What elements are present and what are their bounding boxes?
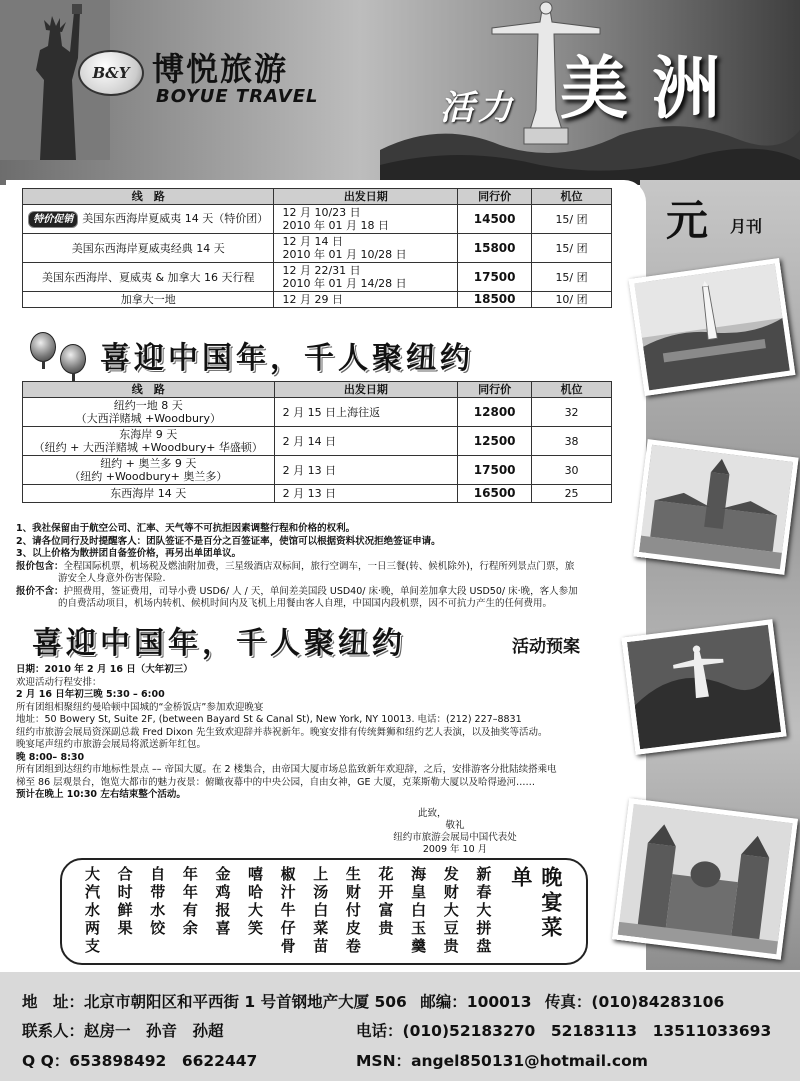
phone-line bbox=[356, 1019, 771, 1041]
menu-title: 晚宴菜单 bbox=[508, 866, 563, 941]
slogan-small: 活力 bbox=[440, 88, 516, 128]
special-offer-badge: 特价促销 bbox=[28, 211, 78, 228]
routes-table-newyear bbox=[22, 381, 612, 503]
qq-value: 653898492 6622447 bbox=[69, 1052, 258, 1070]
column-header: 线 路 bbox=[23, 382, 275, 398]
photo-parliament-ottawa bbox=[633, 439, 798, 575]
brand-name-en: BOYUE TRAVEL bbox=[156, 86, 319, 107]
parliament-building-icon bbox=[639, 445, 793, 570]
date-cell: 12 月 29 日 bbox=[274, 292, 458, 308]
slogan-big: 美洲 bbox=[560, 49, 745, 129]
signoff-line: 此致， bbox=[418, 808, 447, 819]
menu-item: 海皇白玉羹 bbox=[409, 866, 428, 956]
route-cell bbox=[23, 398, 275, 427]
route-cell bbox=[23, 205, 274, 234]
route-cell: 美国东西海岸夏威夷经典 14 天 bbox=[23, 234, 274, 263]
excludes-text: 护照费用，签证费用，司导小费 USD6/ 人 / 天，单间差美国段 USD40/ 床·晚，单间差加拿大段 USD50/ 床·晚，客人参加 bbox=[63, 585, 578, 597]
price-cell: 17500 bbox=[458, 456, 532, 485]
note-line: 3、以上价格为散拼团自备签价格，再另出单团单议。 bbox=[16, 548, 242, 559]
address-value: 北京市朝阳区和平西街 1 号首钢地产大厦 506 bbox=[84, 993, 407, 1011]
seats-cell: 32 bbox=[532, 398, 612, 427]
includes-label: 报价包含： bbox=[16, 560, 64, 572]
promo-banner-title: 喜迎中国年，千人聚纽约 bbox=[100, 341, 474, 376]
signoff-date: 2009 年 10 月 bbox=[422, 844, 488, 855]
column-header: 线 路 bbox=[23, 189, 274, 205]
seats-cell: 15/ 团 bbox=[532, 205, 612, 234]
date-cell: 2 月 14 日 bbox=[274, 427, 458, 456]
phone-value: (010)52183270 52183113 13511033693 bbox=[402, 1022, 772, 1040]
menu-item: 上汤白菜苗 bbox=[311, 866, 330, 956]
column-header: 同行价 bbox=[458, 189, 532, 205]
date-cell: 2 月 13 日 bbox=[274, 456, 458, 485]
includes-text: 全程国际机票，机场税及燃油附加费，三星级酒店双标间，旅行空调车，一日三餐(转、候机除外)，行程所列景点门票，旅 bbox=[63, 560, 575, 572]
time-slot: 2 月 16 日年初三晚 5:30 – 6:00 bbox=[16, 689, 165, 700]
route-name: 纽约 + 奥兰多 9 天 bbox=[100, 457, 197, 470]
fax-value: (010)84283106 bbox=[591, 993, 725, 1011]
price-cell: 12500 bbox=[458, 427, 532, 456]
column-header: 机位 bbox=[532, 382, 612, 398]
zip-value: 100013 bbox=[466, 993, 532, 1011]
schedule-line: 梯至 86 层观景台，饱览大都市的魅力夜景：俯瞰夜幕中的中央公园，自由女神，GE 大厦，克莱斯勒大厦以及哈得逊河…… bbox=[16, 776, 536, 788]
schedule-intro: 欢迎活动行程安排： bbox=[16, 676, 102, 688]
route-cell: 东西海岸 14 天 bbox=[23, 485, 275, 503]
date-line: 12 月 22/31 日 bbox=[282, 264, 361, 277]
date-line: 12 月 14 日 bbox=[282, 235, 343, 248]
menu-item: 花开富贵 bbox=[376, 866, 395, 938]
cathedral-icon bbox=[618, 804, 793, 955]
date-cell: 2 月 15 日上海往返 bbox=[274, 398, 458, 427]
column-header: 出发日期 bbox=[274, 189, 458, 205]
brand-logo bbox=[78, 50, 144, 96]
lantern-icon bbox=[60, 344, 86, 374]
lantern-icon bbox=[30, 332, 56, 362]
date-line: 12 月 10/23 日 bbox=[282, 206, 361, 219]
issue-label: 月刊 bbox=[730, 217, 763, 236]
menu-item: 金鸡报喜 bbox=[213, 866, 232, 938]
route-cell bbox=[23, 456, 275, 485]
column-header: 出发日期 bbox=[274, 382, 458, 398]
qq-label: Q Q： bbox=[22, 1052, 70, 1070]
column-header: 机位 bbox=[532, 189, 612, 205]
date-cell bbox=[274, 263, 458, 292]
route-cell: 加拿大一地 bbox=[23, 292, 274, 308]
price-cell: 15800 bbox=[458, 234, 532, 263]
msn-label: MSN： bbox=[356, 1052, 412, 1070]
contact-names: 赵房一 孙音 孙超 bbox=[84, 1022, 224, 1040]
route-cell bbox=[23, 427, 275, 456]
table-row bbox=[23, 263, 612, 292]
event-date: 日期：2010 年 2 月 16 日（大年初三） bbox=[16, 664, 193, 675]
menu-item: 椒汁牛仔骨 bbox=[278, 866, 297, 956]
price-cell: 12800 bbox=[458, 398, 532, 427]
menu-item: 年年有余 bbox=[180, 866, 199, 938]
seats-cell: 38 bbox=[532, 427, 612, 456]
fax-label: 传真： bbox=[544, 993, 592, 1011]
schedule-line: 所有团组到达纽约市地标性景点 –– 帝国大厦。在 2 楼集合，由帝国大厦市场总监致新年欢迎辞，之后，安排游客分批陆续搭乘电 bbox=[16, 764, 557, 775]
address-label: 地 址： bbox=[22, 993, 85, 1011]
route-detail: （纽约 +Woodbury+ 奥兰多） bbox=[69, 470, 228, 483]
date-cell: 2 月 13 日 bbox=[274, 485, 458, 503]
terms-notes bbox=[16, 523, 638, 611]
time-slot: 晚 8:00– 8:30 bbox=[16, 751, 85, 763]
price-cell: 16500 bbox=[458, 485, 532, 503]
table-row bbox=[23, 398, 612, 427]
route-name: 纽约一地 8 天 bbox=[113, 399, 183, 412]
table-header-row bbox=[23, 189, 612, 205]
route-cell: 美国东西海岸、夏威夷 & 加拿大 16 天行程 bbox=[23, 263, 274, 292]
table-header-row bbox=[23, 382, 612, 398]
date-line: 2010 年 01 月 10/28 日 bbox=[282, 248, 407, 261]
menu-item: 发财大豆贵 bbox=[441, 866, 460, 956]
date-line: 2010 年 01 月 18 日 bbox=[282, 219, 389, 232]
banquet-menu bbox=[60, 858, 588, 965]
contact-persons bbox=[22, 1019, 224, 1041]
zip-label: 邮编： bbox=[420, 993, 467, 1011]
price-cell: 18500 bbox=[458, 292, 532, 308]
menu-item: 大汽水两支 bbox=[83, 866, 101, 956]
menu-item: 新春大拼盘 bbox=[474, 866, 493, 956]
msn-line bbox=[356, 1049, 648, 1071]
menu-item: 合时鲜果 bbox=[115, 866, 134, 938]
price-excludes bbox=[16, 586, 638, 599]
christ-statue-icon bbox=[627, 625, 781, 750]
seats-cell: 15/ 团 bbox=[532, 263, 612, 292]
schedule-line: 所有团组相聚纽约曼哈顿中国城的“金桥饭店”参加欢迎晚宴 bbox=[16, 701, 264, 713]
contact-label: 联系人： bbox=[22, 1022, 85, 1040]
table-row bbox=[23, 456, 612, 485]
menu-item: 自带水饺 bbox=[148, 866, 167, 938]
event-schedule bbox=[16, 664, 638, 802]
photo-washington-monument bbox=[629, 258, 796, 396]
menu-item: 嘻哈大笑 bbox=[246, 866, 265, 938]
seats-cell: 15/ 团 bbox=[532, 234, 612, 263]
menu-item: 生财付皮卷 bbox=[343, 866, 362, 956]
event-banner-suffix: 活动预案 bbox=[512, 637, 580, 657]
schedule-line: 晚宴尾声纽约市旅游会展局将派送新年红包。 bbox=[16, 739, 207, 750]
route-name: 美国东西海岸夏威夷 14 天（特价团） bbox=[82, 211, 269, 225]
date-cell bbox=[274, 234, 458, 263]
table-row bbox=[23, 205, 612, 234]
address-line bbox=[22, 990, 724, 1012]
price-cell: 14500 bbox=[458, 205, 532, 234]
seats-cell: 25 bbox=[532, 485, 612, 503]
header-banner bbox=[0, 0, 800, 185]
note-line: 1、我社保留由于航空公司、汇率、天气等不可抗拒因素调整行程和价格的权利。 bbox=[16, 523, 356, 534]
photo-christ-redeemer bbox=[621, 619, 786, 755]
signoff-organization: 纽约市旅游会展局中国代表处 bbox=[393, 832, 517, 843]
table-row bbox=[23, 234, 612, 263]
column-header: 同行价 bbox=[458, 382, 532, 398]
table-row bbox=[23, 427, 612, 456]
phone-label: 电话： bbox=[356, 1022, 403, 1040]
note-line: 2、请各位同行及时提醒客人：团队签证不是百分之百签证率，使馆可以根据资料状况拒绝签证申请。 bbox=[16, 535, 441, 547]
date-cell bbox=[274, 205, 458, 234]
date-line: 2010 年 01 月 14/28 日 bbox=[282, 277, 407, 290]
event-banner-title: 喜迎中国年，千人聚纽约 bbox=[32, 626, 406, 661]
schedule-end: 预计在晚上 10:30 左右结束整个活动。 bbox=[16, 789, 186, 800]
excludes-label: 报价不含： bbox=[16, 585, 64, 597]
routes-table-main bbox=[22, 188, 612, 308]
msn-value: angel850131@hotmail.com bbox=[411, 1052, 648, 1070]
photo-cathedral bbox=[612, 798, 798, 960]
route-name: 东海岸 9 天 bbox=[119, 428, 178, 441]
washington-monument-icon bbox=[634, 264, 790, 391]
venue-address: 地址：50 Bowery St, Suite 2F, (between Bayard St & Canal St), New York, NY 10013. 电话：(212) 227–8831 bbox=[16, 714, 522, 725]
price-includes bbox=[16, 561, 638, 574]
price-cell: 17500 bbox=[458, 263, 532, 292]
schedule-line: 纽约市旅游会展局资深副总裁 Fred Dixon 先生致欢迎辞并恭祝新年。晚宴安排有传统舞狮和纽约艺人表演，以及抽奖等活动。 bbox=[16, 726, 548, 738]
logo-text: B&Y bbox=[92, 64, 130, 82]
includes-text-cont: 游安全人身意外伤害保险. bbox=[58, 573, 166, 584]
issue-month: 元 bbox=[666, 196, 709, 245]
brand-name-cn: 博悦旅游 bbox=[152, 50, 289, 88]
signoff-block bbox=[380, 808, 530, 856]
seats-cell: 10/ 团 bbox=[532, 292, 612, 308]
excludes-text-cont: 的自费活动项目，机场内转机、候机时间内及飞机上用餐由客人自理，中国国内段机票，因不可抗力产生的任何费用。 bbox=[58, 598, 553, 609]
table-row bbox=[23, 485, 612, 503]
signoff-line: 敬礼 bbox=[445, 820, 465, 831]
table-row bbox=[23, 292, 612, 308]
qq-line bbox=[22, 1049, 257, 1071]
route-detail: （大西洋赌城 +Woodbury） bbox=[75, 412, 221, 425]
route-detail: （纽约 + 大西洋赌城 +Woodbury+ 华盛顿） bbox=[33, 441, 263, 454]
seats-cell: 30 bbox=[532, 456, 612, 485]
